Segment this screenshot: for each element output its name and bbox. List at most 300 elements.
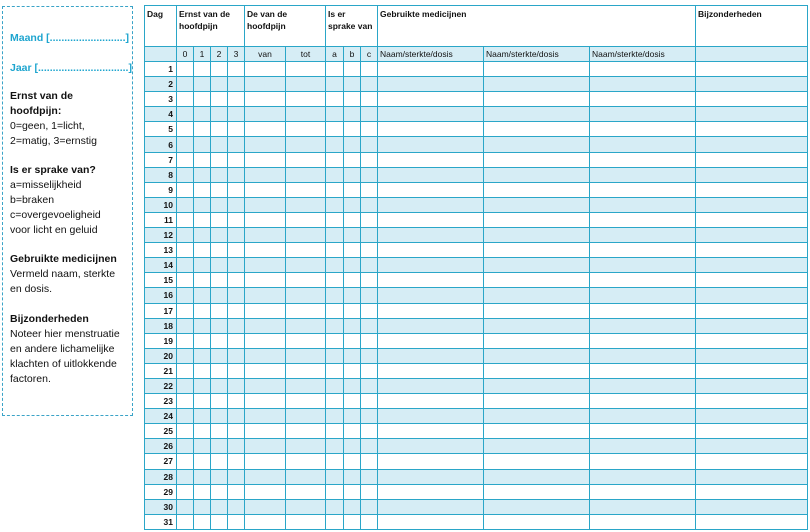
entry-cell[interactable] (361, 394, 378, 409)
entry-cell[interactable] (378, 424, 484, 439)
entry-cell[interactable] (590, 363, 696, 378)
entry-cell[interactable] (484, 409, 590, 424)
entry-cell[interactable] (378, 243, 484, 258)
entry-cell[interactable] (484, 273, 590, 288)
entry-cell[interactable] (194, 288, 211, 303)
entry-cell[interactable] (245, 92, 286, 107)
entry-cell[interactable] (378, 258, 484, 273)
entry-cell[interactable] (378, 303, 484, 318)
entry-cell[interactable] (696, 348, 808, 363)
entry-cell[interactable] (211, 318, 228, 333)
entry-cell[interactable] (211, 454, 228, 469)
entry-cell[interactable] (344, 484, 361, 499)
entry-cell[interactable] (378, 228, 484, 243)
entry-cell[interactable] (696, 499, 808, 514)
entry-cell[interactable] (378, 333, 484, 348)
entry-cell[interactable] (484, 122, 590, 137)
entry-cell[interactable] (286, 378, 326, 393)
entry-cell[interactable] (286, 62, 326, 77)
entry-cell[interactable] (194, 258, 211, 273)
entry-cell[interactable] (326, 137, 344, 152)
entry-cell[interactable] (361, 363, 378, 378)
entry-cell[interactable] (696, 243, 808, 258)
entry-cell[interactable] (590, 258, 696, 273)
entry-cell[interactable] (211, 469, 228, 484)
entry-cell[interactable] (177, 92, 194, 107)
entry-cell[interactable] (228, 62, 245, 77)
entry-cell[interactable] (378, 439, 484, 454)
entry-cell[interactable] (361, 454, 378, 469)
entry-cell[interactable] (378, 484, 484, 499)
entry-cell[interactable] (286, 288, 326, 303)
entry-cell[interactable] (361, 303, 378, 318)
entry-cell[interactable] (361, 77, 378, 92)
entry-cell[interactable] (361, 197, 378, 212)
entry-cell[interactable] (177, 348, 194, 363)
entry-cell[interactable] (194, 92, 211, 107)
entry-cell[interactable] (245, 333, 286, 348)
entry-cell[interactable] (696, 137, 808, 152)
entry-cell[interactable] (344, 182, 361, 197)
entry-cell[interactable] (326, 107, 344, 122)
entry-cell[interactable] (378, 197, 484, 212)
entry-cell[interactable] (326, 273, 344, 288)
entry-cell[interactable] (228, 122, 245, 137)
entry-cell[interactable] (361, 152, 378, 167)
entry-cell[interactable] (194, 152, 211, 167)
entry-cell[interactable] (378, 107, 484, 122)
entry-cell[interactable] (245, 137, 286, 152)
entry-cell[interactable] (286, 182, 326, 197)
entry-cell[interactable] (286, 514, 326, 529)
entry-cell[interactable] (344, 318, 361, 333)
entry-cell[interactable] (326, 394, 344, 409)
entry-cell[interactable] (286, 499, 326, 514)
entry-cell[interactable] (177, 273, 194, 288)
entry-cell[interactable] (344, 167, 361, 182)
entry-cell[interactable] (245, 378, 286, 393)
entry-cell[interactable] (228, 394, 245, 409)
entry-cell[interactable] (484, 303, 590, 318)
entry-cell[interactable] (245, 318, 286, 333)
entry-cell[interactable] (344, 424, 361, 439)
entry-cell[interactable] (344, 92, 361, 107)
entry-cell[interactable] (378, 92, 484, 107)
entry-cell[interactable] (378, 137, 484, 152)
entry-cell[interactable] (378, 273, 484, 288)
entry-cell[interactable] (286, 107, 326, 122)
entry-cell[interactable] (177, 122, 194, 137)
entry-cell[interactable] (326, 182, 344, 197)
entry-cell[interactable] (344, 152, 361, 167)
entry-cell[interactable] (245, 258, 286, 273)
entry-cell[interactable] (344, 409, 361, 424)
entry-cell[interactable] (228, 228, 245, 243)
entry-cell[interactable] (590, 499, 696, 514)
entry-cell[interactable] (286, 394, 326, 409)
entry-cell[interactable] (286, 212, 326, 227)
entry-cell[interactable] (326, 258, 344, 273)
entry-cell[interactable] (344, 197, 361, 212)
entry-cell[interactable] (378, 363, 484, 378)
entry-cell[interactable] (194, 363, 211, 378)
entry-cell[interactable] (590, 273, 696, 288)
entry-cell[interactable] (378, 409, 484, 424)
entry-cell[interactable] (211, 182, 228, 197)
entry-cell[interactable] (590, 424, 696, 439)
entry-cell[interactable] (194, 333, 211, 348)
entry-cell[interactable] (484, 212, 590, 227)
entry-cell[interactable] (484, 288, 590, 303)
entry-cell[interactable] (344, 288, 361, 303)
entry-cell[interactable] (228, 92, 245, 107)
entry-cell[interactable] (245, 409, 286, 424)
entry-cell[interactable] (286, 333, 326, 348)
entry-cell[interactable] (245, 77, 286, 92)
entry-cell[interactable] (590, 348, 696, 363)
entry-cell[interactable] (326, 92, 344, 107)
entry-cell[interactable] (378, 167, 484, 182)
entry-cell[interactable] (590, 243, 696, 258)
entry-cell[interactable] (211, 484, 228, 499)
entry-cell[interactable] (286, 409, 326, 424)
entry-cell[interactable] (228, 499, 245, 514)
entry-cell[interactable] (484, 348, 590, 363)
entry-cell[interactable] (344, 348, 361, 363)
entry-cell[interactable] (484, 363, 590, 378)
entry-cell[interactable] (378, 288, 484, 303)
entry-cell[interactable] (344, 77, 361, 92)
entry-cell[interactable] (286, 77, 326, 92)
entry-cell[interactable] (194, 424, 211, 439)
entry-cell[interactable] (245, 182, 286, 197)
entry-cell[interactable] (696, 212, 808, 227)
entry-cell[interactable] (696, 273, 808, 288)
entry-cell[interactable] (211, 333, 228, 348)
entry-cell[interactable] (228, 212, 245, 227)
year-field[interactable]: Jaar [...............................] (10, 62, 132, 74)
entry-cell[interactable] (286, 273, 326, 288)
entry-cell[interactable] (194, 378, 211, 393)
entry-cell[interactable] (484, 258, 590, 273)
entry-cell[interactable] (361, 137, 378, 152)
entry-cell[interactable] (326, 499, 344, 514)
entry-cell[interactable] (361, 318, 378, 333)
entry-cell[interactable] (361, 182, 378, 197)
entry-cell[interactable] (361, 439, 378, 454)
entry-cell[interactable] (194, 484, 211, 499)
entry-cell[interactable] (378, 394, 484, 409)
entry-cell[interactable] (361, 348, 378, 363)
entry-cell[interactable] (361, 258, 378, 273)
entry-cell[interactable] (194, 439, 211, 454)
entry-cell[interactable] (326, 228, 344, 243)
entry-cell[interactable] (194, 197, 211, 212)
entry-cell[interactable] (228, 409, 245, 424)
entry-cell[interactable] (484, 499, 590, 514)
entry-cell[interactable] (590, 318, 696, 333)
entry-cell[interactable] (590, 454, 696, 469)
entry-cell[interactable] (326, 318, 344, 333)
entry-cell[interactable] (378, 499, 484, 514)
entry-cell[interactable] (344, 469, 361, 484)
entry-cell[interactable] (326, 514, 344, 529)
entry-cell[interactable] (344, 273, 361, 288)
entry-cell[interactable] (177, 258, 194, 273)
entry-cell[interactable] (228, 514, 245, 529)
entry-cell[interactable] (194, 122, 211, 137)
entry-cell[interactable] (696, 197, 808, 212)
entry-cell[interactable] (211, 137, 228, 152)
entry-cell[interactable] (228, 303, 245, 318)
entry-cell[interactable] (696, 469, 808, 484)
entry-cell[interactable] (177, 439, 194, 454)
entry-cell[interactable] (228, 363, 245, 378)
entry-cell[interactable] (361, 424, 378, 439)
entry-cell[interactable] (177, 228, 194, 243)
entry-cell[interactable] (245, 167, 286, 182)
entry-cell[interactable] (344, 137, 361, 152)
entry-cell[interactable] (177, 514, 194, 529)
entry-cell[interactable] (590, 333, 696, 348)
entry-cell[interactable] (696, 394, 808, 409)
entry-cell[interactable] (286, 197, 326, 212)
entry-cell[interactable] (326, 333, 344, 348)
entry-cell[interactable] (228, 484, 245, 499)
entry-cell[interactable] (177, 77, 194, 92)
entry-cell[interactable] (245, 469, 286, 484)
entry-cell[interactable] (696, 318, 808, 333)
entry-cell[interactable] (177, 197, 194, 212)
entry-cell[interactable] (361, 273, 378, 288)
entry-cell[interactable] (177, 243, 194, 258)
entry-cell[interactable] (484, 378, 590, 393)
entry-cell[interactable] (228, 77, 245, 92)
entry-cell[interactable] (177, 152, 194, 167)
entry-cell[interactable] (696, 288, 808, 303)
entry-cell[interactable] (326, 288, 344, 303)
entry-cell[interactable] (361, 212, 378, 227)
entry-cell[interactable] (286, 484, 326, 499)
entry-cell[interactable] (696, 333, 808, 348)
entry-cell[interactable] (177, 137, 194, 152)
entry-cell[interactable] (696, 92, 808, 107)
entry-cell[interactable] (344, 107, 361, 122)
entry-cell[interactable] (194, 394, 211, 409)
entry-cell[interactable] (361, 288, 378, 303)
entry-cell[interactable] (245, 514, 286, 529)
entry-cell[interactable] (378, 469, 484, 484)
entry-cell[interactable] (361, 409, 378, 424)
entry-cell[interactable] (590, 439, 696, 454)
entry-cell[interactable] (344, 499, 361, 514)
entry-cell[interactable] (228, 454, 245, 469)
entry-cell[interactable] (344, 363, 361, 378)
entry-cell[interactable] (696, 182, 808, 197)
entry-cell[interactable] (211, 439, 228, 454)
entry-cell[interactable] (326, 167, 344, 182)
entry-cell[interactable] (326, 152, 344, 167)
entry-cell[interactable] (211, 424, 228, 439)
entry-cell[interactable] (484, 92, 590, 107)
entry-cell[interactable] (177, 378, 194, 393)
entry-cell[interactable] (245, 288, 286, 303)
entry-cell[interactable] (484, 107, 590, 122)
entry-cell[interactable] (344, 514, 361, 529)
entry-cell[interactable] (211, 122, 228, 137)
entry-cell[interactable] (484, 167, 590, 182)
entry-cell[interactable] (326, 77, 344, 92)
entry-cell[interactable] (326, 454, 344, 469)
entry-cell[interactable] (211, 409, 228, 424)
entry-cell[interactable] (378, 122, 484, 137)
entry-cell[interactable] (194, 62, 211, 77)
entry-cell[interactable] (590, 212, 696, 227)
entry-cell[interactable] (696, 152, 808, 167)
entry-cell[interactable] (378, 77, 484, 92)
entry-cell[interactable] (590, 92, 696, 107)
entry-cell[interactable] (177, 167, 194, 182)
entry-cell[interactable] (696, 378, 808, 393)
entry-cell[interactable] (361, 514, 378, 529)
entry-cell[interactable] (228, 137, 245, 152)
entry-cell[interactable] (344, 62, 361, 77)
entry-cell[interactable] (211, 197, 228, 212)
entry-cell[interactable] (361, 469, 378, 484)
entry-cell[interactable] (286, 439, 326, 454)
entry-cell[interactable] (286, 243, 326, 258)
entry-cell[interactable] (194, 77, 211, 92)
entry-cell[interactable] (211, 303, 228, 318)
entry-cell[interactable] (361, 167, 378, 182)
entry-cell[interactable] (344, 303, 361, 318)
entry-cell[interactable] (590, 288, 696, 303)
entry-cell[interactable] (177, 454, 194, 469)
entry-cell[interactable] (211, 243, 228, 258)
entry-cell[interactable] (344, 228, 361, 243)
entry-cell[interactable] (194, 212, 211, 227)
entry-cell[interactable] (228, 182, 245, 197)
entry-cell[interactable] (378, 378, 484, 393)
entry-cell[interactable] (194, 499, 211, 514)
entry-cell[interactable] (590, 484, 696, 499)
entry-cell[interactable] (696, 258, 808, 273)
entry-cell[interactable] (194, 348, 211, 363)
entry-cell[interactable] (245, 439, 286, 454)
entry-cell[interactable] (484, 197, 590, 212)
entry-cell[interactable] (590, 122, 696, 137)
entry-cell[interactable] (344, 122, 361, 137)
entry-cell[interactable] (228, 273, 245, 288)
entry-cell[interactable] (361, 92, 378, 107)
entry-cell[interactable] (211, 258, 228, 273)
entry-cell[interactable] (245, 394, 286, 409)
entry-cell[interactable] (484, 469, 590, 484)
entry-cell[interactable] (484, 228, 590, 243)
entry-cell[interactable] (344, 333, 361, 348)
entry-cell[interactable] (286, 303, 326, 318)
entry-cell[interactable] (228, 167, 245, 182)
entry-cell[interactable] (361, 378, 378, 393)
entry-cell[interactable] (177, 303, 194, 318)
entry-cell[interactable] (361, 333, 378, 348)
entry-cell[interactable] (211, 288, 228, 303)
entry-cell[interactable] (696, 424, 808, 439)
entry-cell[interactable] (378, 212, 484, 227)
entry-cell[interactable] (194, 454, 211, 469)
entry-cell[interactable] (696, 167, 808, 182)
entry-cell[interactable] (344, 243, 361, 258)
entry-cell[interactable] (194, 107, 211, 122)
entry-cell[interactable] (228, 424, 245, 439)
entry-cell[interactable] (245, 424, 286, 439)
entry-cell[interactable] (228, 469, 245, 484)
entry-cell[interactable] (344, 454, 361, 469)
entry-cell[interactable] (344, 394, 361, 409)
entry-cell[interactable] (484, 152, 590, 167)
entry-cell[interactable] (326, 409, 344, 424)
entry-cell[interactable] (245, 273, 286, 288)
entry-cell[interactable] (177, 499, 194, 514)
entry-cell[interactable] (286, 122, 326, 137)
entry-cell[interactable] (245, 348, 286, 363)
entry-cell[interactable] (177, 288, 194, 303)
entry-cell[interactable] (228, 258, 245, 273)
entry-cell[interactable] (590, 137, 696, 152)
entry-cell[interactable] (245, 62, 286, 77)
entry-cell[interactable] (177, 484, 194, 499)
entry-cell[interactable] (177, 363, 194, 378)
entry-cell[interactable] (484, 394, 590, 409)
entry-cell[interactable] (194, 243, 211, 258)
entry-cell[interactable] (245, 122, 286, 137)
entry-cell[interactable] (484, 137, 590, 152)
entry-cell[interactable] (484, 182, 590, 197)
entry-cell[interactable] (378, 152, 484, 167)
entry-cell[interactable] (696, 409, 808, 424)
entry-cell[interactable] (211, 107, 228, 122)
entry-cell[interactable] (361, 107, 378, 122)
entry-cell[interactable] (245, 212, 286, 227)
entry-cell[interactable] (211, 92, 228, 107)
entry-cell[interactable] (228, 378, 245, 393)
entry-cell[interactable] (211, 152, 228, 167)
entry-cell[interactable] (590, 152, 696, 167)
entry-cell[interactable] (245, 363, 286, 378)
entry-cell[interactable] (590, 469, 696, 484)
entry-cell[interactable] (177, 212, 194, 227)
entry-cell[interactable] (177, 333, 194, 348)
entry-cell[interactable] (228, 107, 245, 122)
entry-cell[interactable] (177, 469, 194, 484)
entry-cell[interactable] (211, 514, 228, 529)
entry-cell[interactable] (590, 197, 696, 212)
entry-cell[interactable] (361, 499, 378, 514)
entry-cell[interactable] (590, 378, 696, 393)
entry-cell[interactable] (228, 243, 245, 258)
entry-cell[interactable] (590, 182, 696, 197)
entry-cell[interactable] (696, 228, 808, 243)
entry-cell[interactable] (326, 197, 344, 212)
entry-cell[interactable] (326, 62, 344, 77)
entry-cell[interactable] (590, 167, 696, 182)
entry-cell[interactable] (378, 62, 484, 77)
entry-cell[interactable] (361, 243, 378, 258)
entry-cell[interactable] (484, 243, 590, 258)
entry-cell[interactable] (211, 348, 228, 363)
entry-cell[interactable] (326, 424, 344, 439)
entry-cell[interactable] (484, 424, 590, 439)
